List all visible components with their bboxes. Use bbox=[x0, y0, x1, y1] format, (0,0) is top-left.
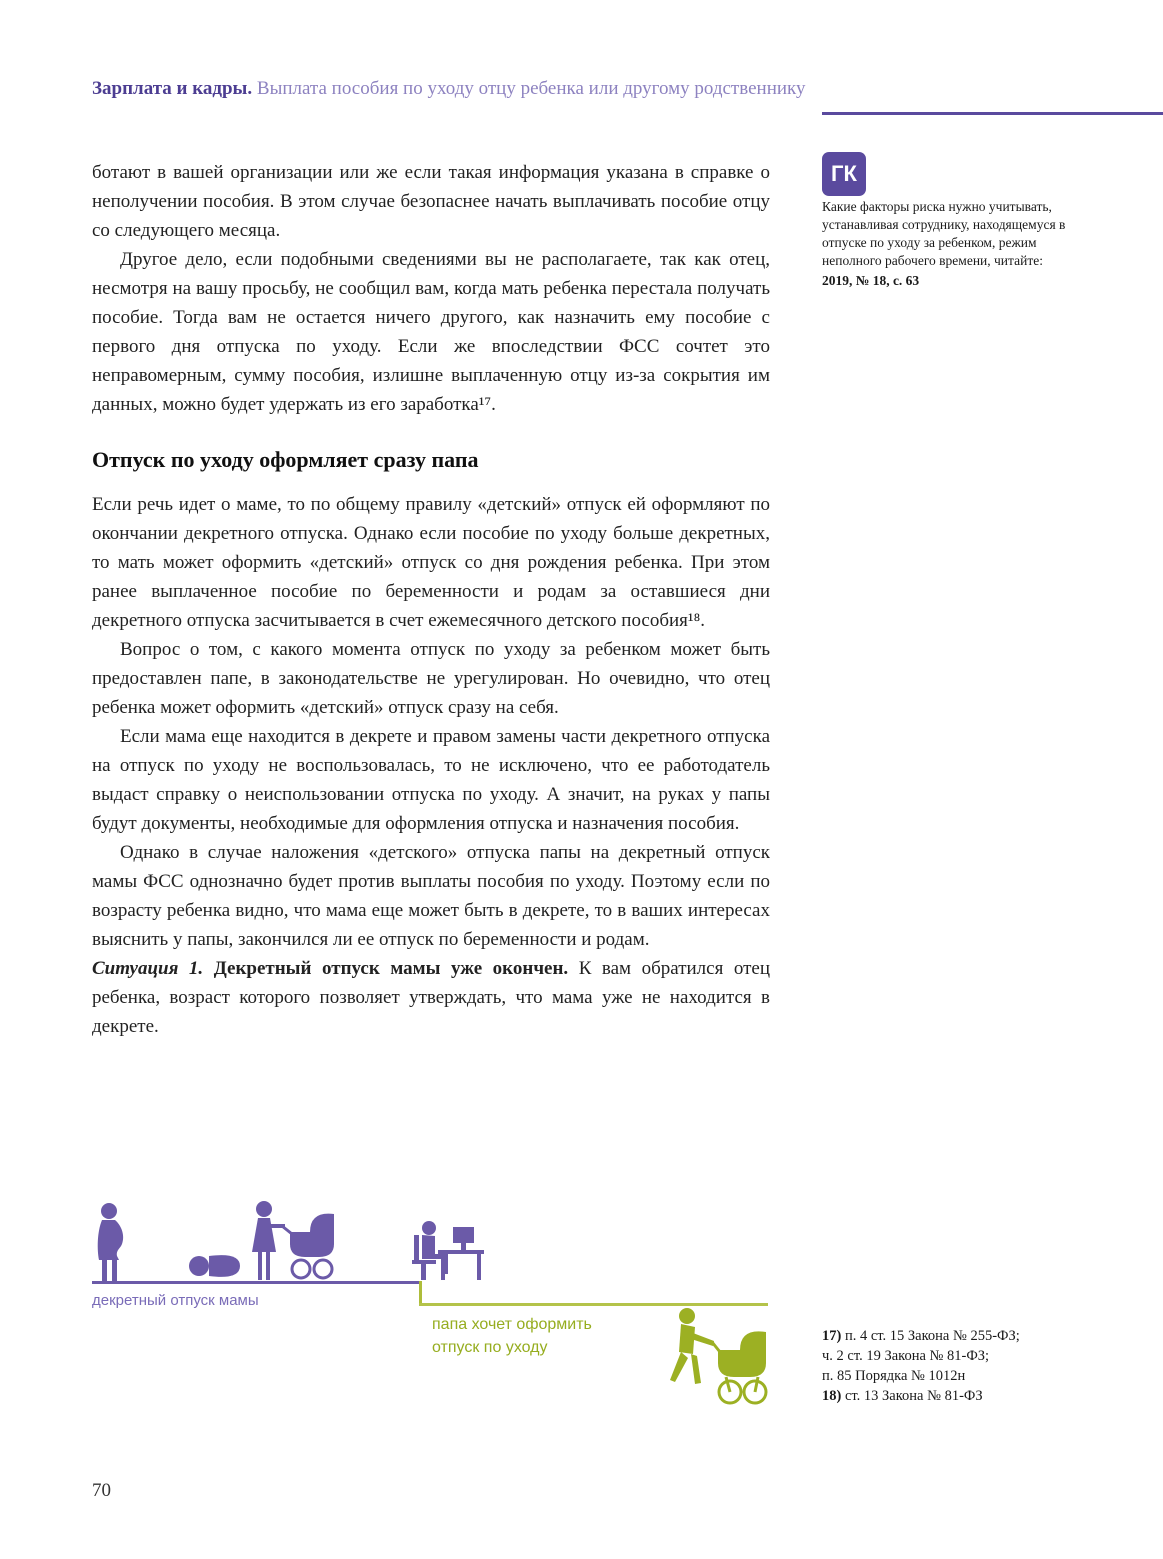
page-header bbox=[92, 78, 806, 100]
newborn-baby-icon bbox=[188, 1247, 242, 1288]
paragraph: Другое дело, если подобными сведениями вы не располагаете, так как отец, несмотря на вашу просьбу, не сообщил вам, когда мать ребенка перестала получать пособие. Тогда вам не остается ничего другого, как назначить ему пособие с первого дня отпуска по уходу. Если же впоследствии ФСС сочтет это неправомерным, сумму пособия, излишне выплаченную отцу из-за сокрытия им данных, можно будет удержать из его заработка¹⁷. bbox=[92, 249, 770, 415]
footnote-17-line1: 17) п. 4 ст. 15 Закона № 255-ФЗ; bbox=[822, 1328, 1020, 1344]
section-heading: Отпуск по уходу оформляет сразу папа bbox=[92, 447, 479, 472]
page-number: 70 bbox=[92, 1480, 111, 1501]
article-body bbox=[92, 158, 770, 1041]
situation-title: Декретный отпуск мамы уже окончен. bbox=[213, 958, 569, 979]
timeline-right-label-line2: отпуск по уходу bbox=[432, 1339, 548, 1356]
paragraph: Вопрос о том, с какого момента отпуск по уходу за ребенком может быть предоставлен папе, в законодательстве не урегулирован. Но очевидно, что отец ребенка может оформить «детский» отпуск сразу на себя. bbox=[92, 639, 770, 718]
footnote-18-label: 18) bbox=[822, 1388, 842, 1404]
situation-label: Ситуация 1. bbox=[92, 958, 204, 979]
mother-with-stroller-icon bbox=[250, 1200, 340, 1287]
timeline-right-label bbox=[432, 1313, 592, 1359]
sidebar-note bbox=[822, 198, 1072, 290]
footnote-17-line2: ч. 2 ст. 19 Закона № 81-ФЗ; bbox=[822, 1348, 990, 1364]
paragraph: ботают в вашей организации или же если такая информация указана в справке о неполучении пособия. В этом случае безопаснее начать выплачивать пособие отцу со следующего месяца. bbox=[92, 162, 770, 241]
paragraph: Однако в случае наложения «детского» отпуска папы на декретный отпуск мамы ФСС однозначно будет против выплаты пособия по уходу. Поэтому если по возрасту ребенка видно, что мама еще может быть в декрете, то в ваших интересах выяснить у папы, закончился ли ее отпуск по беременности и родам. bbox=[92, 842, 770, 950]
footnote-17-label: 17) bbox=[822, 1328, 842, 1344]
top-divider-rule bbox=[822, 112, 1163, 115]
sidebar-issue-reference: 2019, № 18, с. 63 bbox=[822, 273, 920, 288]
gk-magazine-logo-icon bbox=[822, 152, 866, 196]
header-article-title: Выплата пособия по уходу отцу ребенка или другому родственнику bbox=[252, 78, 806, 99]
father-with-stroller-icon bbox=[668, 1306, 774, 1419]
footnote-18: 18) ст. 13 Закона № 81-ФЗ bbox=[822, 1388, 983, 1404]
paragraph: Если мама еще находится в декрете и правом замены части декретного отпуска на отпуск по уходу не воспользовалась, то не исключено, что ее работодатель выдаст справку о неиспользовании отпуска по уходу. А значит, на руках у папы будут документы, необходимые для оформления отпуска и назначения пособия. bbox=[92, 726, 770, 834]
header-section-label: Зарплата и кадры. bbox=[92, 78, 253, 99]
pregnant-woman-icon bbox=[88, 1202, 134, 1287]
situation-text: К вам обратился отец ребенка, возраст которого позволяет утверждать, что мама уже не находится в декрете. bbox=[92, 958, 771, 1037]
gk-logo-text: ГК bbox=[831, 161, 857, 186]
timeline-right-label-line1: папа хочет оформить bbox=[432, 1316, 592, 1333]
sidebar-note-text: Какие факторы риска нужно учитывать, устанавливая сотруднику, находящемуся в отпуске по уходу за ребенком, режим неполного рабочего времени, читайте: bbox=[822, 199, 1066, 268]
situation-paragraph bbox=[92, 954, 770, 1041]
footnotes bbox=[822, 1326, 1102, 1406]
footnote-17-line3: п. 85 Порядка № 1012н bbox=[822, 1368, 966, 1384]
mother-at-computer-icon bbox=[406, 1220, 486, 1287]
paragraph: Если речь идет о маме, то по общему правилу «детский» отпуск ей оформляют по окончании декретного отпуска. Однако если пособие по уходу больше декретных, то мать может оформить «детский» отпуск со дня рождения ребенка. При этом ранее выплаченное пособие по беременности и родам за оставшиеся дни декретного отпуска засчитывается в счет ежемесячного детского пособия¹⁸. bbox=[92, 494, 770, 631]
timeline-left-label: декретный отпуск мамы bbox=[92, 1292, 259, 1309]
